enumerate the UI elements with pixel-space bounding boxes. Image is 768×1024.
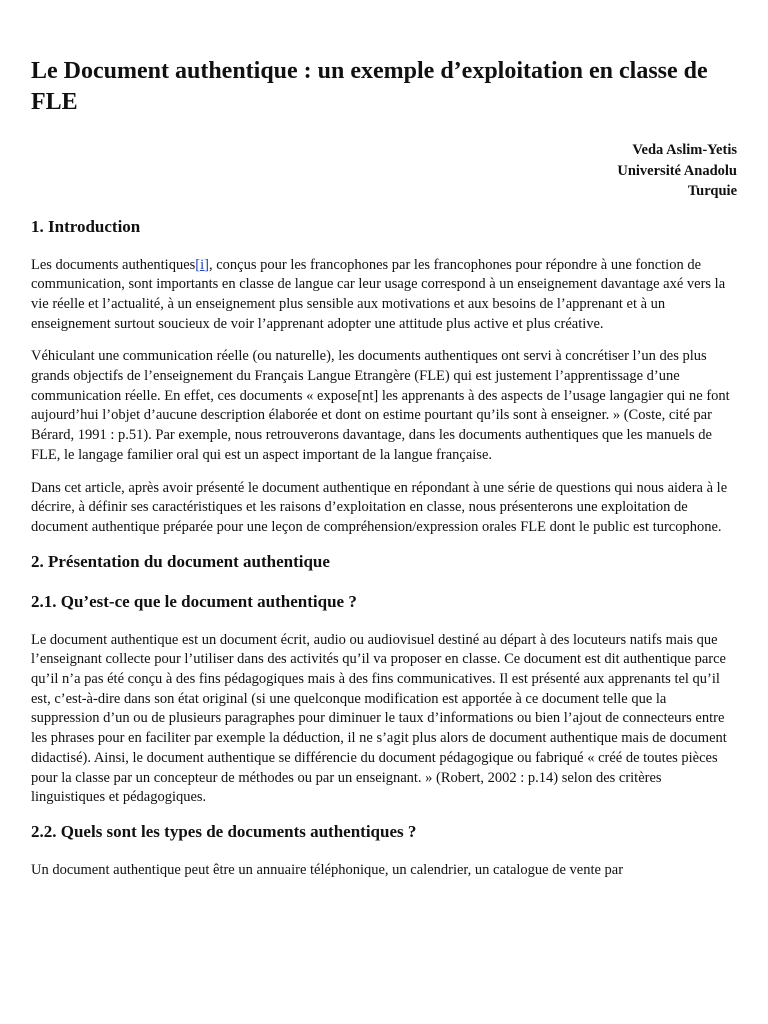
author-name: Veda Aslim-Yetis	[632, 142, 737, 158]
subsection-heading-definition: 2.1. Qu’est-ce que le document authentique ?	[31, 591, 357, 611]
intro-p1-text-before: Les documents authentiques	[31, 256, 196, 273]
intro-paragraph-3: Dans cet article, après avoir présenté le document authentique en répondant à une série de questions qui nous aidera à le décrire, à définir ses caractéristiques et les raisons d’exploitation en classe, nous présenterons une exploitation de document authentique préparée pour une leçon de compréhension/expression orales FLE dont le public est turcophone.	[31, 479, 728, 535]
definition-paragraph: Le document authentique est un document écrit, audio ou audiovisuel destiné au départ à des locuteurs natifs mais que l’enseignant collecte pour l’utiliser dans des activités qu’il va proposer en classe. Ce document est dit authentique parce qu’il n’a pas été conçu à des fins pédagogiques mais à des fins communicatives. Il est présenté aux apprenants tel qu’il est, c’est-à-dire dans son état original (si une quelconque modification est apportée à ce document telle que la suppression d’un ou de plusieurs paragraphes pour diminuer le taux d’informations ou bien l’ajout de connecteurs entre les phrases pour en faciliter par exemple la déduction, il ne s’agit plus alors de document authentique mais de document didactisé). Ainsi, le document authentique se différencie du document pédagogique ou fabriqué « créé de toutes pièces pour la classe par un concepteur de méthodes ou par un enseignant. » (Robert, 2002 : p.14) selon des critères linguistiques et pédagogiques.	[31, 631, 727, 806]
footnote-link-i[interactable]: [i]	[195, 256, 209, 273]
intro-paragraph-1	[31, 256, 737, 335]
subsection-heading-types: 2.2. Quels sont les types de documents authentiques ?	[31, 821, 417, 841]
author-institution: Université Anadolu	[617, 162, 737, 179]
author-block	[31, 140, 737, 202]
types-paragraph: Un document authentique peut être un annuaire téléphonique, un calendrier, un catalogue de vente par	[31, 861, 624, 878]
author-country: Turquie	[687, 183, 737, 199]
section-heading-introduction: 1. Introduction	[31, 216, 141, 236]
intro-paragraph-2: Véhiculant une communication réelle (ou naturelle), les documents authentiques ont servi à concrétiser l’un des plus grands objectifs de l’enseignement du Français Langue Etrangère (FLE) qui est justement l’apprentissage d’une communication réelle. En effet, ces documents « expose[nt] les apprenants à des aspects de l’usage langagier qui ne font aujourd’hui l’objet d’aucune description élaborée et dont on estime pourtant qu’ils sont à enseigner. » (Coste, cité par Bérard, 1991 : p.51). Par exemple, nous retrouverons davantage, dans les documents authentiques que les manuels de FLE, le langage familier oral qui est un aspect important de la langue française.	[31, 348, 730, 463]
document-title: Le Document authentique : un exemple d’exploitation en classe de FLE	[31, 58, 708, 115]
intro-p1-text-after: , conçus pour les francophones par les francophones pour répondre à une fonction de communication, sont importants en classe de langue car leur usage correspond à un enseignement davantage axé vers la vie réelle et l’actualité, à un enseignement plus sensible aux motivations et aux besoins de l’apprenant et à un enseignement surtout soucieux de voir l’apprenant adopter une attitude plus active et plus créative.	[31, 256, 726, 332]
section-heading-presentation: 2. Présentation du document authentique	[31, 551, 330, 571]
